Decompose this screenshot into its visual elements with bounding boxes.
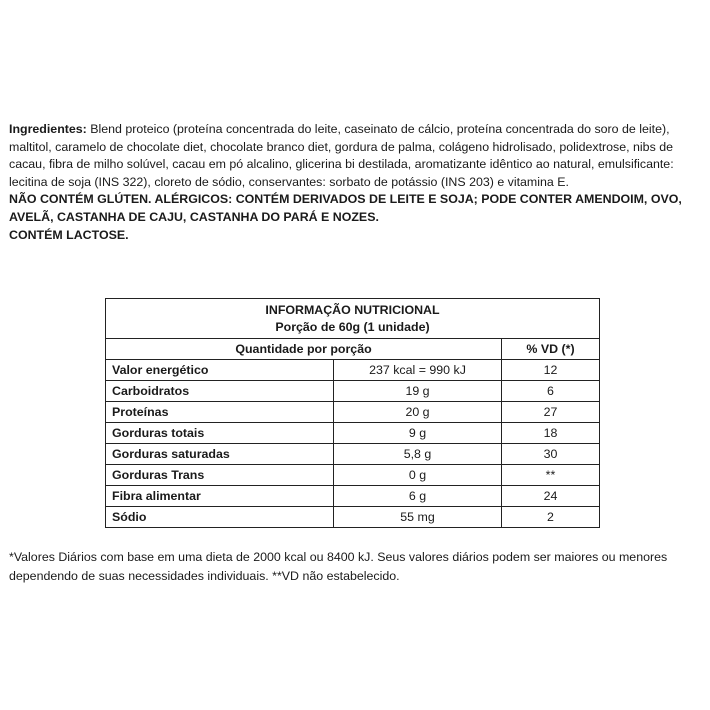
nutrient-quantity: 237 kcal = 990 kJ xyxy=(334,360,502,381)
table-row xyxy=(106,444,600,465)
lactose-warning: CONTÉM LACTOSE. xyxy=(9,227,129,242)
column-header-quantity: Quantidade por porção xyxy=(106,339,502,360)
table-header-row xyxy=(106,299,600,339)
table-row xyxy=(106,465,600,486)
nutrient-name: Gorduras Trans xyxy=(106,465,334,486)
column-header-vd: % VD (*) xyxy=(502,339,600,360)
table-row xyxy=(106,360,600,381)
nutrient-name: Carboidratos xyxy=(106,381,334,402)
ingredients-block xyxy=(9,121,699,244)
nutrient-name: Gorduras saturadas xyxy=(106,444,334,465)
ingredients-label: Ingredientes: xyxy=(9,122,87,136)
nutrient-quantity: 55 mg xyxy=(334,507,502,528)
nutrition-table xyxy=(105,298,600,528)
nutrient-quantity: 6 g xyxy=(334,486,502,507)
table-row xyxy=(106,381,600,402)
table-row xyxy=(106,486,600,507)
nutrient-quantity: 0 g xyxy=(334,465,502,486)
nutrient-quantity: 5,8 g xyxy=(334,444,502,465)
table-row xyxy=(106,507,600,528)
nutrient-vd: 6 xyxy=(502,381,600,402)
nutrient-vd: 27 xyxy=(502,402,600,423)
nutrient-vd: 30 xyxy=(502,444,600,465)
nutrient-quantity: 20 g xyxy=(334,402,502,423)
nutrient-name: Fibra alimentar xyxy=(106,486,334,507)
serving-size: Porção de 60g (1 unidade) xyxy=(275,320,430,334)
allergen-warning: NÃO CONTÉM GLÚTEN. ALÉRGICOS: CONTÉM DERIVADOS DE LEITE E SOJA; PODE CONTER AMENDOIM, OVO, AVELÃ, CASTANHA DE CAJU, CASTANHA DO PARÁ E NOZES. xyxy=(9,192,682,224)
table-row xyxy=(106,402,600,423)
nutrient-name: Gorduras totais xyxy=(106,423,334,444)
nutrition-rows xyxy=(106,360,600,528)
nutrient-vd: 2 xyxy=(502,507,600,528)
nutrient-quantity: 19 g xyxy=(334,381,502,402)
nutrient-vd: 12 xyxy=(502,360,600,381)
table-row xyxy=(106,423,600,444)
nutrient-vd: 24 xyxy=(502,486,600,507)
table-header xyxy=(106,299,600,339)
table-title: INFORMAÇÃO NUTRICIONAL xyxy=(265,303,440,317)
footnote: *Valores Diários com base em uma dieta de 2000 kcal ou 8400 kJ. Seus valores diários podem ser maiores ou menores dependendo de suas necessidades individuais. **VD não estabelecido. xyxy=(9,550,668,583)
ingredients-text: Blend proteico (proteína concentrada do leite, caseinato de cálcio, proteína concentrada do soro de leite), maltitol, caramelo de chocolate diet, chocolate branco diet, gordura de palma, colágeno hidrolisado, polidextrose, nibs de cacau, fibra de milho solúvel, cacau em pó alcalino, glicerina bi destilada, aromatizante idêntico ao natural, emulsificante: lecitina de soja (INS 322), cloreto de sódio, conservantes: sorbato de potássio (INS 203) e vitamina E. xyxy=(9,122,674,189)
nutrient-name: Valor energético xyxy=(106,360,334,381)
nutrient-quantity: 9 g xyxy=(334,423,502,444)
nutrient-vd: 18 xyxy=(502,423,600,444)
nutrient-name: Proteínas xyxy=(106,402,334,423)
nutrient-vd: ** xyxy=(502,465,600,486)
nutrient-name: Sódio xyxy=(106,507,334,528)
column-header-row xyxy=(106,339,600,360)
